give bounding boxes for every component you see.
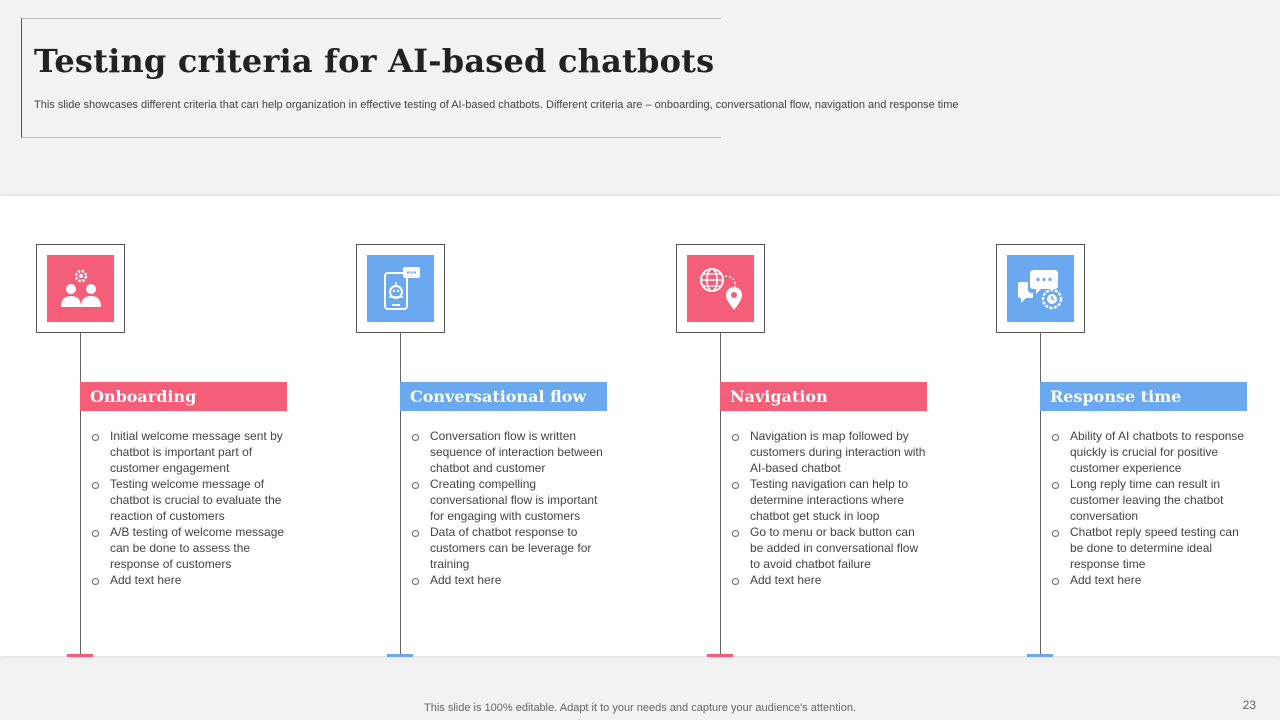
criteria-column-navigation — [640, 196, 926, 656]
globe-location-icon — [687, 255, 754, 322]
criteria-bullets — [90, 428, 290, 588]
criteria-heading: Response time — [1040, 382, 1247, 411]
criteria-bullets — [1050, 428, 1250, 588]
criteria-bullets — [730, 428, 930, 588]
bullet-item: Go to menu or back button can be added in conversational flow to avoid chatbot failure — [730, 524, 930, 572]
bullet-item: Add text here — [410, 572, 610, 588]
criteria-bullets — [410, 428, 610, 588]
bullet-item: A/B testing of welcome message can be done to assess the response of customers — [90, 524, 290, 572]
bullet-item: Add text here — [730, 572, 930, 588]
bullet-item: Chatbot reply speed testing can be done to determine ideal response time — [1050, 524, 1250, 572]
timeline-line — [720, 332, 721, 655]
criteria-column-response-time — [960, 196, 1245, 656]
icon-frame — [996, 244, 1085, 333]
timeline-line — [400, 332, 401, 655]
team-gear-icon — [47, 255, 114, 322]
timeline-line — [1040, 332, 1041, 655]
footer-note: This slide is 100% editable. Adapt it to your needs and capture your audience's attention. — [424, 702, 856, 714]
bullet-item: Data of chatbot response to customers can be leverage for training — [410, 524, 610, 572]
timeline-line — [80, 332, 81, 655]
page-title: Testing criteria for AI-based chatbots — [34, 42, 715, 80]
criteria-column-conversational-flow — [320, 196, 603, 656]
phone-chatbot-icon — [367, 255, 434, 322]
criteria-panel — [0, 196, 1280, 656]
bullet-item: Testing welcome message of chatbot is crucial to evaluate the reaction of customers — [90, 476, 290, 524]
criteria-column-onboarding — [0, 196, 285, 656]
chat-timer-icon — [1007, 255, 1074, 322]
bullet-item: Initial welcome message sent by chatbot is important part of customer engagement — [90, 428, 290, 476]
icon-frame — [356, 244, 445, 333]
timeline-foot — [387, 654, 413, 657]
bullet-item: Testing navigation can help to determine interactions where chatbot get stuck in loop — [730, 476, 930, 524]
bullet-item: Add text here — [1050, 572, 1250, 588]
bullet-item: Conversation flow is written sequence of interaction between chatbot and customer — [410, 428, 610, 476]
bullet-item: Ability of AI chatbots to response quickly is crucial for positive customer experience — [1050, 428, 1250, 476]
bullet-item: Creating compelling conversational flow is important for engaging with customers — [410, 476, 610, 524]
bullet-item: Navigation is map followed by customers during interaction with AI-based chatbot — [730, 428, 930, 476]
page-subtitle: This slide showcases different criteria that can help organization in effective testing of AI-based chatbots. Different criteria are – onboarding, conversational flow, navigation and response time — [34, 99, 959, 111]
timeline-foot — [1027, 654, 1053, 657]
criteria-heading: Navigation — [720, 382, 927, 411]
criteria-heading: Onboarding — [80, 382, 287, 411]
timeline-foot — [67, 654, 93, 657]
page-number: 23 — [1242, 698, 1256, 712]
icon-frame — [36, 244, 125, 333]
timeline-foot — [707, 654, 733, 657]
bullet-item: Long reply time can result in customer leaving the chatbot conversation — [1050, 476, 1250, 524]
criteria-heading: Conversational flow — [400, 382, 607, 411]
icon-frame — [676, 244, 765, 333]
bullet-item: Add text here — [90, 572, 290, 588]
